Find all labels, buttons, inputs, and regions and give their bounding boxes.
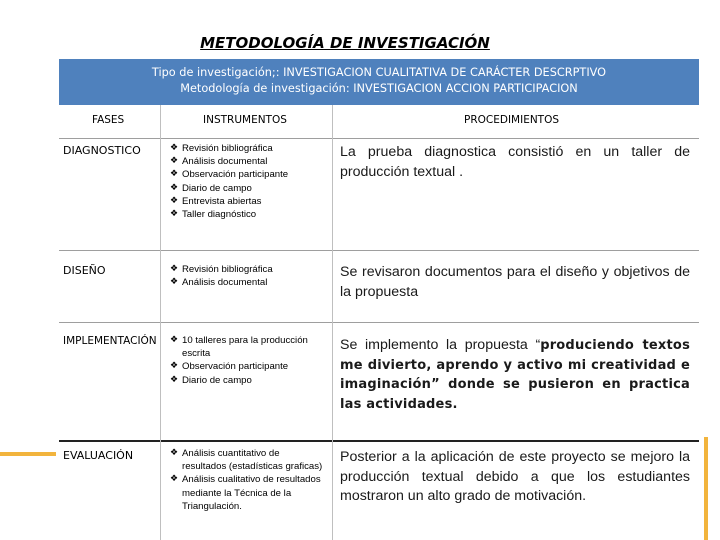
procedure-text-plain: Se implemento la propuesta “ — [340, 337, 541, 353]
header-instrumentos: INSTRUMENTOS — [203, 114, 287, 126]
procedure-text — [340, 336, 690, 414]
column-divider — [332, 105, 333, 540]
row-divider — [59, 322, 699, 323]
instrument-list — [170, 447, 325, 513]
procedure-text: La prueba diagnostica consistió en un taller de producción textual . — [340, 144, 690, 180]
column-divider — [160, 105, 161, 540]
list-item: ❖ Diario de campo — [170, 182, 330, 195]
list-item: ❖ Análisis documental — [170, 276, 330, 289]
list-item: ❖ Observación participante — [170, 168, 330, 181]
accent-bar-horizontal — [0, 452, 56, 456]
list-item: ❖ Revisión bibliográfica — [170, 263, 330, 276]
list-item: ❖ Análisis cualitativo de resultados mediante la Técnica de la Triangulación. — [170, 473, 325, 513]
list-item: ❖ 10 talleres para la producción escrita — [170, 334, 320, 360]
accent-bar-vertical — [704, 437, 708, 540]
banner-research-type: Tipo de investigación;: INVESTIGACION CUALITATIVA DE CARÁCTER DESCRPTIVO — [151, 66, 607, 79]
phase-diseno: DISEÑO — [63, 264, 106, 277]
list-item: ❖ Taller diagnóstico — [170, 208, 330, 221]
methodology-banner — [59, 59, 699, 105]
procedure-text: Se revisaron documentos para el diseño y objetivos de la propuesta — [340, 264, 690, 300]
list-item: ❖ Análisis cuantitativo de resultados (estadísticas graficas) — [170, 447, 325, 473]
list-item: ❖ Observación participante — [170, 360, 320, 373]
header-fases: FASES — [92, 114, 125, 126]
phase-implementacion: IMPLEMENTACIÓN — [63, 335, 157, 347]
header-procedimientos: PROCEDIMIENTOS — [464, 114, 560, 126]
procedure-text-bold: produciendo textos me divierto, aprendo y activo mi creatividad e imaginación” donde se pusieron en practica las actividades. — [340, 338, 691, 412]
banner-methodology: Metodología de investigación: INVESTIGACION ACCION PARTICIPACION — [180, 82, 578, 95]
list-item: ❖ Entrevista abiertas — [170, 195, 330, 208]
row-divider — [59, 250, 699, 251]
list-item: ❖ Diario de campo — [170, 374, 320, 387]
phase-evaluacion: EVALUACIÓN — [63, 449, 134, 462]
phase-diagnostico: DIAGNOSTICO — [63, 144, 141, 157]
instrument-list — [170, 334, 320, 387]
page-title: METODOLOGÍA DE INVESTIGACIÓN — [200, 34, 490, 52]
list-item: ❖ Análisis documental — [170, 155, 330, 168]
row-divider — [59, 138, 699, 139]
row-divider — [59, 440, 699, 442]
list-item: ❖ Revisión bibliográfica — [170, 142, 330, 155]
instrument-list — [170, 263, 330, 289]
procedure-text: Posterior a la aplicación de este proyecto se mejoro la producción textual debido a que los estudiantes mostraron un alto grado de motivación. — [340, 449, 690, 504]
instrument-list — [170, 142, 330, 221]
